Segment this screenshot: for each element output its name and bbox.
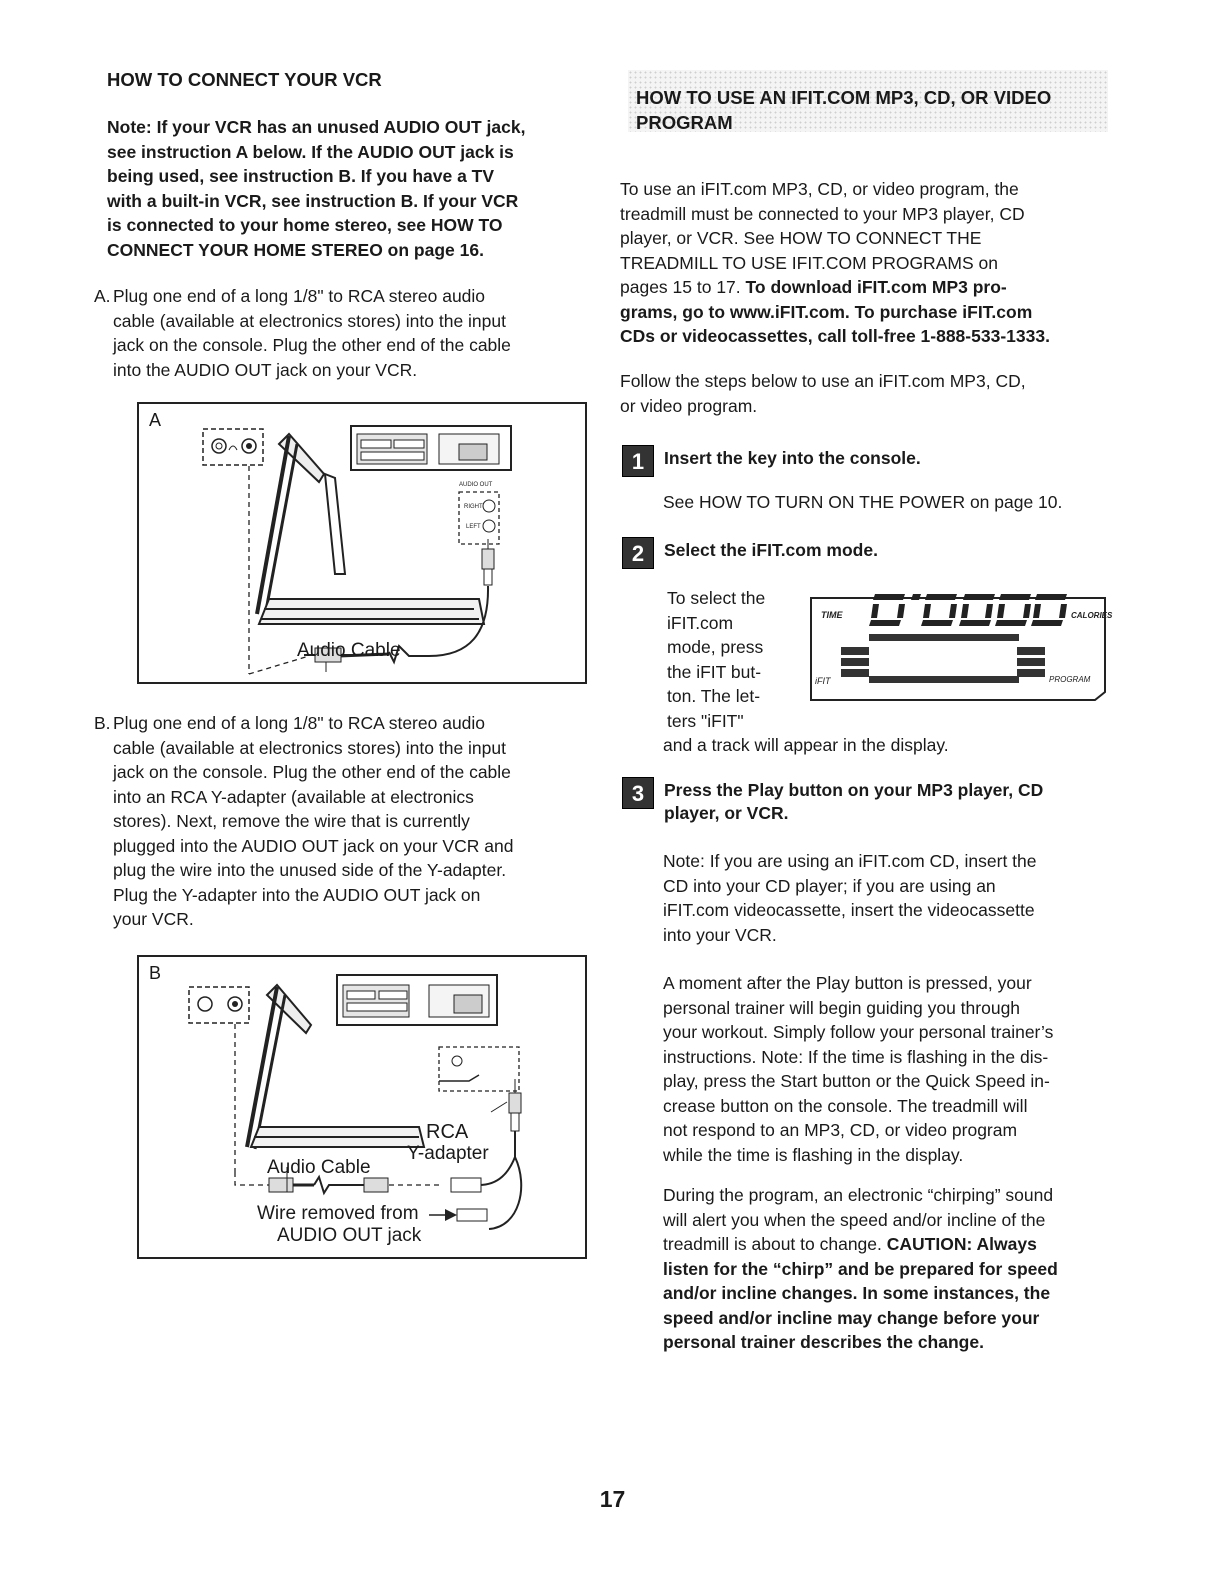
step-3-title-line: Press the Play button on your MP3 player, CD <box>664 780 1044 800</box>
caution-line: personal trainer describes the change. <box>663 1332 984 1352</box>
instruction-a <box>94 284 594 382</box>
instruction-b-line: jack on the console. Plug the other end of the cable <box>113 762 511 782</box>
moment-line: not respond to an MP3, CD, or video program <box>663 1120 1018 1140</box>
step-3-note-line: CD into your CD player; if you are using an <box>663 875 996 896</box>
step-3-note-line: Note: If you are using an iFIT.com CD, insert the <box>663 851 1037 871</box>
input-jack-inner <box>246 443 252 449</box>
ifit-heading-line: PROGRAM <box>636 112 733 133</box>
instruction-b-line: Plug one end of a long 1/8" to RCA stereo audio <box>113 713 486 733</box>
note-line: being used, see instruction B. If you have a TV <box>107 166 495 186</box>
caution-line: listen for the “chirp” and be prepared for speed <box>663 1258 1058 1279</box>
step-2-line: ton. The let- <box>667 686 761 706</box>
note-line: is connected to your home stereo, see HOW TO <box>107 215 503 235</box>
step-2-number: 2 <box>622 537 654 569</box>
adapter-jack-icon <box>451 1178 481 1192</box>
note-line: with a built-in VCR, see instruction B. If your VCR <box>107 190 519 211</box>
step-3-note <box>663 849 1123 947</box>
step-2-line: iFIT.com <box>667 612 734 633</box>
follow-steps <box>620 369 1120 418</box>
step-1-text: See HOW TO TURN ON THE POWER on page 10. <box>663 492 1063 512</box>
headphone-jack-icon <box>212 439 226 453</box>
y-branch-a <box>489 1157 521 1229</box>
right-label: RIGHT <box>464 504 483 510</box>
step-3-number: 3 <box>622 777 654 809</box>
instruction-a-line: into the AUDIO OUT jack on your VCR. <box>113 359 418 380</box>
audio-out-box <box>459 492 499 544</box>
step-3-during <box>663 1183 1123 1355</box>
moment-line: personal trainer will begin guiding you through <box>663 997 1021 1018</box>
note-line: Note: If your VCR has an unused AUDIO OUT jack, <box>107 117 526 137</box>
instruction-a-line: Plug one end of a long 1/8" to RCA stereo audio <box>113 286 486 306</box>
rca-pointer <box>491 1102 507 1112</box>
instruction-a-line: jack on the console. Plug the other end of the cable <box>113 335 511 355</box>
step-2-line: ters "iFIT" <box>667 710 744 731</box>
step-3-title-line: player, or VCR. <box>664 803 789 823</box>
intro-bold-text: To download iFIT.com MP3 pro- <box>745 277 1007 297</box>
ifit-label: iFIT <box>815 676 831 686</box>
moment-line: crease button on the console. The treadmill will <box>663 1095 1028 1116</box>
step-3-note-line: iFIT.com videocassette, insert the videocassette <box>663 900 1035 920</box>
figure-a <box>137 402 587 684</box>
dashed-connector <box>235 1172 269 1185</box>
program-label: PROGRAM <box>1049 675 1091 684</box>
arrow-head-icon <box>445 1209 457 1221</box>
moment-line: A moment after the Play button is pressed, your <box>663 973 1032 993</box>
jack-symbol <box>229 446 237 450</box>
intro-line: To use an iFIT.com MP3, CD, or video program, the <box>620 179 1019 199</box>
step-1-number: 1 <box>622 445 654 477</box>
rca-plug-icon <box>482 539 494 585</box>
during-line: will alert you when the speed and/or incline of the <box>663 1209 1046 1230</box>
audio-cable-label: Audio Cable <box>267 1157 371 1178</box>
caution-line: and/or incline changes. In some instances, the <box>663 1283 1051 1303</box>
y-adapter-label: Y-adapter <box>407 1143 489 1164</box>
step-2-text-last: and a track will appear in the display. <box>663 735 949 755</box>
instruction-b-label: B. <box>94 713 111 733</box>
figure-b <box>137 955 587 1259</box>
follow-line: Follow the steps below to use an iFIT.com MP3, CD, <box>620 371 1026 391</box>
intro-line <box>620 275 1120 300</box>
existing-wire <box>439 1075 479 1081</box>
during-line <box>663 1232 1123 1257</box>
jack-icon <box>452 1056 462 1066</box>
instruction-a-label: A. <box>94 286 111 306</box>
intro-line: player, or VCR. See HOW TO CONNECT THE <box>620 228 982 248</box>
instruction-a-line: cable (available at electronics stores) into the input <box>113 310 506 331</box>
input-jack-inner <box>232 1001 238 1007</box>
caution-line: speed and/or incline may change before your <box>663 1307 1040 1328</box>
left-jack-icon <box>483 520 495 532</box>
step-2-line: mode, press <box>667 637 764 657</box>
vcr-icon <box>351 426 511 470</box>
vcr-note <box>107 115 597 262</box>
step-3 <box>622 777 1043 825</box>
ifit-heading-line: HOW TO USE AN IFIT.COM MP3, CD, OR VIDEO <box>636 87 1052 108</box>
step-2-line: To select the <box>667 588 766 608</box>
note-line: CONNECT YOUR HOME STEREO on page 16. <box>107 239 484 260</box>
console-display <box>809 592 1113 700</box>
ifit-intro <box>620 177 1120 349</box>
follow-line: or video program. <box>620 395 758 416</box>
vcr-icon <box>337 975 497 1025</box>
step-3-title <box>664 777 1043 825</box>
during-text: treadmill is about to change. <box>663 1234 887 1254</box>
instruction-b <box>94 711 594 932</box>
step-2 <box>622 537 878 569</box>
wire-removed-label: Wire removed from <box>257 1203 419 1224</box>
moment-line: instructions. Note: If the time is flashing in the dis- <box>663 1046 1049 1067</box>
step-2-line: the iFIT but- <box>667 661 762 682</box>
ifit-heading <box>636 85 1051 135</box>
moment-line: your workout. Simply follow your personal trainer’s <box>663 1022 1054 1042</box>
rca-label: RCA <box>426 1121 469 1143</box>
intro-line: treadmill must be connected to your MP3 player, CD <box>620 203 1025 224</box>
moment-line: play, press the Start button or the Quick Speed in- <box>663 1071 1050 1091</box>
intro-line: TREADMILL TO USE IFIT.COM PROGRAMS on <box>620 252 998 273</box>
audio-out-jack-label: AUDIO OUT jack <box>277 1225 422 1246</box>
audio-out-box <box>439 1047 519 1091</box>
intro-bold-line: CDs or videocassettes, call toll-free 1-888-533-1333. <box>620 326 1050 346</box>
left-label: LEFT <box>466 524 481 530</box>
removed-wire-plug-icon <box>457 1209 487 1221</box>
instruction-b-line: your VCR. <box>113 909 194 929</box>
instruction-b-line: plugged into the AUDIO OUT jack on your VCR and <box>113 835 514 856</box>
page-number: 17 <box>599 1486 626 1512</box>
audio-out-label: AUDIO OUT <box>459 482 493 488</box>
figure-b-label: B <box>149 963 162 983</box>
instruction-b-line: cable (available at electronics stores) into the input <box>113 737 506 758</box>
console-display-graphic <box>809 592 1113 700</box>
instruction-b-line: stores). Next, remove the wire that is currently <box>113 811 470 831</box>
right-jack-icon <box>483 500 495 512</box>
headphone-jack-inner <box>216 443 222 449</box>
step-2-text <box>667 586 807 733</box>
headphone-jack-icon <box>198 997 212 1011</box>
step-1 <box>622 445 921 477</box>
figure-a-label: A <box>149 410 162 430</box>
caution-label: CAUTION: Always <box>886 1234 1037 1254</box>
step-3-moment <box>663 971 1123 1167</box>
instruction-b-line: plug the wire into the unused side of the Y-adapter. <box>113 860 507 880</box>
vcr-heading: HOW TO CONNECT YOUR VCR <box>107 69 382 90</box>
note-line: see instruction A below. If the AUDIO OUT jack is <box>107 141 514 162</box>
calories-label: CALORIES <box>1071 611 1113 620</box>
time-label: TIME <box>821 610 843 620</box>
step-1-title: Insert the key into the console. <box>664 448 921 468</box>
instruction-b-line: into an RCA Y-adapter (available at electronics <box>113 786 474 807</box>
during-line: During the program, an electronic “chirping” sound <box>663 1185 1054 1205</box>
step-3-note-line: into your VCR. <box>663 924 777 945</box>
step-2-title: Select the iFIT.com mode. <box>664 540 878 560</box>
moment-line: while the time is flashing in the display. <box>663 1144 964 1165</box>
intro-text: pages 15 to 17. <box>620 277 746 297</box>
instruction-b-line: Plug the Y-adapter into the AUDIO OUT jack on <box>113 884 481 905</box>
intro-bold-line: grams, go to www.iFIT.com. To purchase iFIT.com <box>620 301 1033 322</box>
audio-cable-label: Audio Cable <box>297 640 401 661</box>
